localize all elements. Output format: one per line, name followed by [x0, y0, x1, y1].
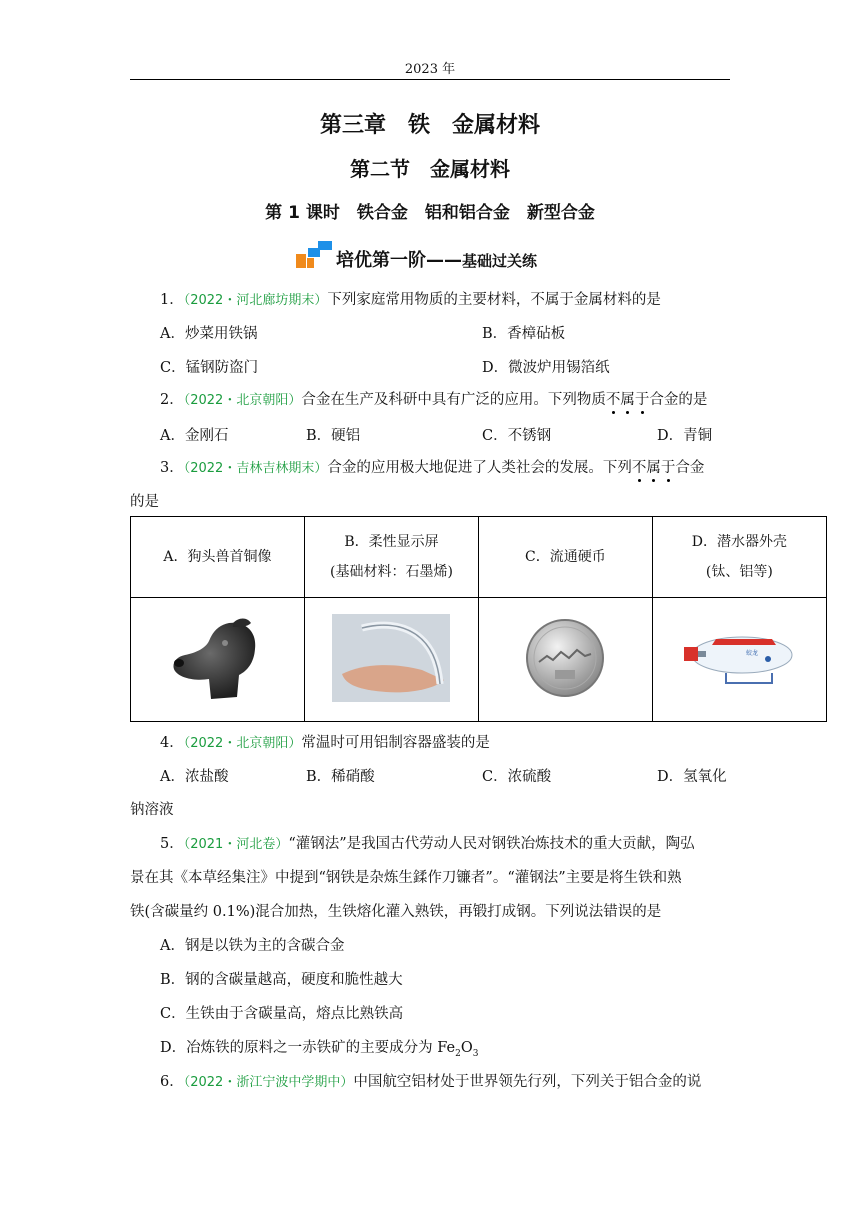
question-source: （2022・北京朝阳）	[183, 393, 302, 408]
question-5: 5．（2021・河北卷）“灌钢法”是我国古代劳动人民对钢铁冶炼技术的重大贡献，陶弘	[160, 836, 695, 852]
bronze-dog-head-image	[131, 598, 305, 722]
options-image-table	[130, 516, 827, 722]
section-heading-text: 培优第一阶——基础过关练	[336, 250, 538, 271]
submersible-image	[652, 598, 826, 722]
option-c: C．生铁由于含碳量高，熔点比熟铁高	[160, 1006, 404, 1022]
question-5-line-2: 景在其《本草经集注》中提到“钢铁是杂炼生鍒作刀镰者”。“灌钢法”主要是将生铁和熟	[130, 870, 682, 886]
svg-text:蛟龙: 蛟龙	[746, 649, 759, 657]
question-source: （2022・吉林吉林期末）	[183, 461, 328, 476]
table-cell-d: D．潜水器外壳 (钛、铝等)	[652, 517, 826, 598]
emphasis-dot: 不	[605, 392, 621, 408]
option-d: D．青铜	[657, 428, 713, 444]
coin-image	[479, 598, 653, 722]
emphasis-dot: 属	[620, 392, 635, 408]
header-divider	[130, 79, 730, 80]
emphasis-dot: 于	[634, 392, 650, 408]
option-b: B．硬铝	[306, 428, 361, 444]
emphasis-dot: 属	[646, 460, 661, 476]
page-header-year: 2023 年	[404, 62, 456, 77]
option-a: A．金刚石	[160, 428, 229, 444]
table-cell-a: A．狗头兽首铜像	[131, 517, 305, 598]
option-d: D．微波炉用锡箔纸	[482, 360, 610, 376]
section-title: 第二节 金属材料	[350, 157, 510, 181]
option-a: A．钢是以铁为主的含碳合金	[160, 938, 345, 954]
emphasis-dot: 不	[631, 460, 647, 476]
question-1: 1．（2022・河北廊坊期末）下列家庭常用物质的主要材料，不属于金属材料的是	[160, 292, 661, 308]
option-c: C．锰钢防盗门	[160, 360, 259, 376]
option-c: C．浓硫酸	[482, 769, 552, 785]
table-cell-b: B．柔性显示屏 (基础材料：石墨烯)	[304, 517, 478, 598]
option-a: A．炒菜用铁锅	[160, 326, 258, 342]
chapter-title: 第三章 铁 金属材料	[319, 113, 540, 138]
option-b: B．稀硝酸	[306, 769, 375, 785]
option-d: D．冶炼铁的原料之一赤铁矿的主要成分为 $Fe_2O_3$	[160, 1040, 479, 1059]
option-b: B．香樟砧板	[482, 326, 566, 342]
question-source: （2021・河北卷）	[183, 837, 289, 852]
option-d: D．氢氧化	[657, 769, 727, 785]
option-c: C．不锈钢	[482, 428, 552, 444]
option-a: A．浓盐酸	[160, 769, 229, 785]
question-6: 6．（2022・浙江宁波中学期中）中国航空铝材处于世界领先行列，下列关于铝合金的说	[160, 1074, 702, 1090]
steps-icon	[296, 240, 336, 270]
question-5-line-3: 铁(含碳量约 0.1%)混合加热，生铁熔化灌入熟铁，再锻打成钢。下列说法错误的是	[130, 904, 662, 920]
table-cell-c: C．流通硬币	[479, 517, 653, 598]
flexible-display-image	[304, 598, 478, 722]
question-source: （2022・浙江宁波中学期中）	[183, 1075, 354, 1090]
emphasis-dot: 于	[660, 460, 676, 476]
question-3: 3．（2022・吉林吉林期末）合金的应用极大地促进了人类社会的发展。下列不属于合金	[160, 460, 705, 476]
question-source: （2022・河北廊坊期末）	[183, 293, 328, 308]
question-2: 2．（2022・北京朝阳）合金在生产及科研中具有广泛的应用。下列物质不属于合金的是	[160, 392, 708, 408]
question-3-wrap: 的是	[130, 494, 159, 510]
option-d-wrap: 钠溶液	[130, 802, 174, 818]
question-source: （2022・北京朝阳）	[183, 736, 302, 751]
lesson-title: 第 1 课时 铁合金 铝和铝合金 新型合金	[265, 203, 595, 223]
option-b: B．钢的含碳量越高，硬度和脆性越大	[160, 972, 403, 988]
question-4: 4．（2022・北京朝阳）常温时可用铝制容器盛装的是	[160, 735, 490, 751]
